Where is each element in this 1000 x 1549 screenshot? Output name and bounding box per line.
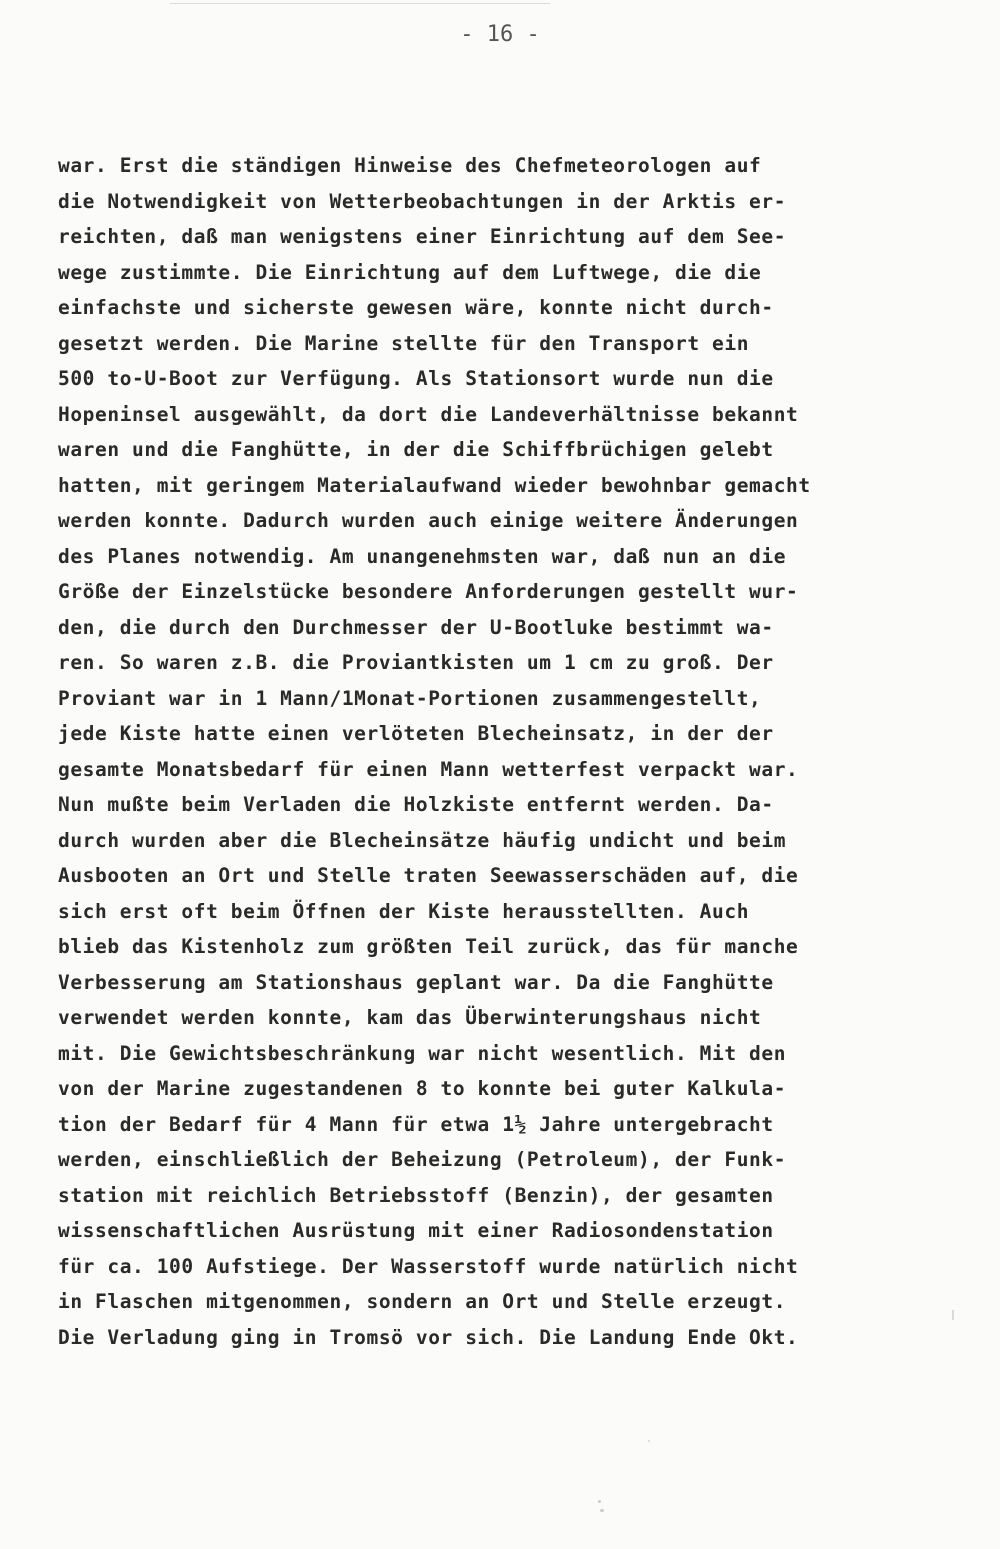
text-line: Nun mußte beim Verladen die Holzkiste entfernt werden. Da- [58,793,774,816]
text-line: die Notwendigkeit von Wetterbeobachtungen in der Arktis er- [58,189,787,213]
text-line: sich erst oft beim Öffnen der Kiste herausstellten. Auch [58,899,750,923]
text-line: mit. Die Gewichtsbeschränkung war nicht wesentlich. Mit den [58,1041,787,1065]
text-line: war. Erst die ständigen Hinweise des Chefmeteorologen auf [58,154,762,177]
text-line: reichten, daß man wenigstens einer Einrichtung auf dem See- [58,225,787,248]
scan-speck [952,1310,954,1320]
text-line: von der Marine zugestandenen 8 to konnte bei guter Kalkula- [58,1077,787,1100]
text-line: blieb das Kistenholz zum größten Teil zurück, das für manche [58,935,799,958]
text-line: wege zustimmte. Die Einrichtung auf dem Luftwege, die die [58,260,762,284]
text-line: durch wurden aber die Blecheinsätze häufig undicht und beim [58,828,787,852]
scan-speck [598,1500,601,1503]
page-number: - 16 - [460,22,540,47]
text-line: den, die durch den Durchmesser der U-Bootluke bestimmt wa- [58,615,774,639]
text-line: Hopeninsel ausgewählt, da dort die Landeverhältnisse bekannt [58,402,799,426]
text-line: tion der Bedarf für 4 Mann für etwa 1½ Jahre untergebracht [58,1112,774,1136]
text-line: Proviant war in 1 Mann/1Monat-Portionen zusammengestellt, [58,686,762,710]
text-line: verwendet werden konnte, kam das Überwinterungshaus nicht [58,1006,762,1029]
text-line: werden konnte. Dadurch wurden auch einige weitere Änderungen [58,509,799,532]
scan-edge-line [170,3,550,4]
text-line: Verbesserung am Stationshaus geplant war. Da die Fanghütte [58,970,774,994]
scan-speck [648,1440,650,1442]
text-line: gesamte Monatsbedarf für einen Mann wetterfest verpackt war. [58,757,799,781]
text-line: station mit reichlich Betriebsstoff (Benzin), der gesamten [58,1183,774,1207]
text-line: des Planes notwendig. Am unangenehmsten war, daß nun an die [58,544,787,568]
text-line: hatten, mit geringem Materialaufwand wieder bewohnbar gemacht [58,473,811,497]
text-line: ren. So waren z.B. die Proviantkisten um 1 cm zu groß. Der [58,651,774,674]
text-line: Die Verladung ging in Tromsö vor sich. Die Landung Ende Okt. [58,1325,799,1349]
text-line: Ausbooten an Ort und Stelle traten Seewasserschäden auf, die [58,864,799,887]
text-line: in Flaschen mitgenommen, sondern an Ort und Stelle erzeugt. [58,1290,787,1313]
text-line: für ca. 100 Aufstiege. Der Wasserstoff wurde natürlich nicht [58,1254,799,1278]
text-line: werden, einschließlich der Beheizung (Petroleum), der Funk- [58,1148,787,1171]
text-line: einfachste und sicherste gewesen wäre, konnte nicht durch- [58,296,774,319]
text-line: jede Kiste hatte einen verlöteten Blecheinsatz, in der der [58,722,774,745]
text-line: Größe der Einzelstücke besondere Anforderungen gestellt wur- [58,580,799,603]
text-line: wissenschaftlichen Ausrüstung mit einer Radiosondenstation [58,1219,774,1242]
text-line: gesetzt werden. Die Marine stellte für den Transport ein [58,331,750,355]
scan-speck [600,1509,604,1512]
text-line: 500 to-U-Boot zur Verfügung. Als Stationsort wurde nun die [58,367,774,390]
body-text [58,148,958,1355]
text-line: waren und die Fanghütte, in der die Schiffbrüchigen gelebt [58,438,774,461]
